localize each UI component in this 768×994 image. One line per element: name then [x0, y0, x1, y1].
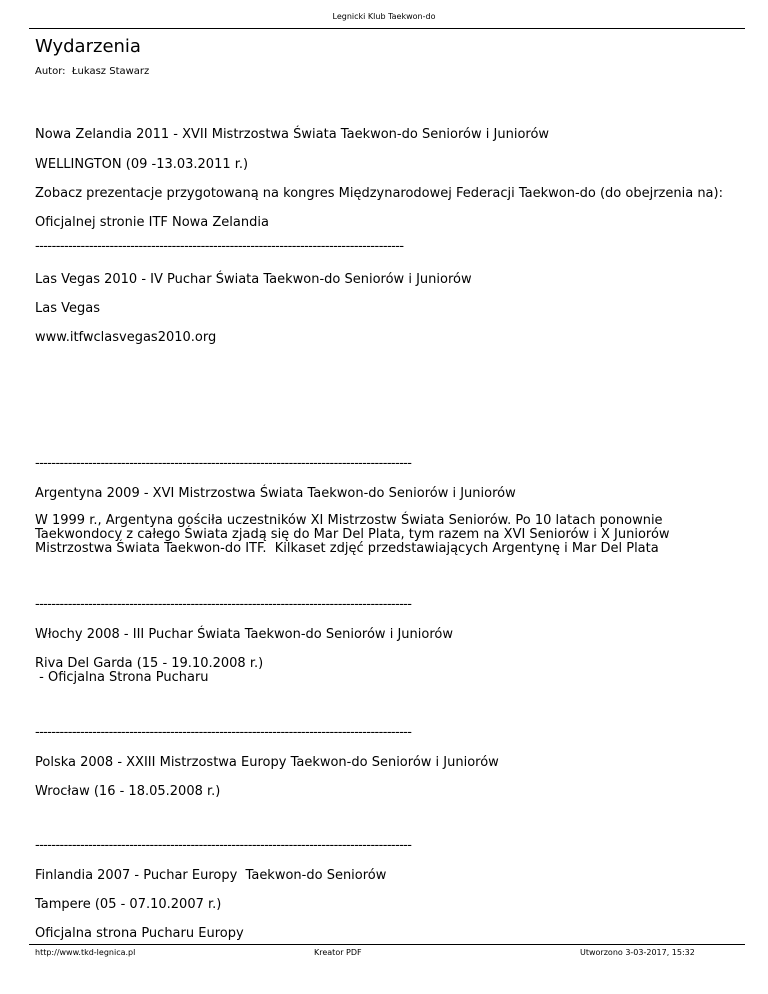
author-line: Autor: Łukasz Stawarz: [35, 66, 150, 77]
ar-text-line: Mistrzostwa Świata Taekwon-do ITF. Kilkaset zdjęć przedstawiających Argentynę i Mar Del Plata: [35, 541, 659, 556]
footer-rule: [29, 944, 745, 945]
separator: --------------------------------------------------------------------------------------------: [35, 838, 412, 853]
nz-place: WELLINGTON (09 -13.03.2011 r.): [35, 157, 249, 172]
ar-heading: Argentyna 2009 - XVI Mistrzostwa Świata Taekwon-do Seniorów i Juniorów: [35, 486, 516, 501]
footer-generator: Kreator PDF: [314, 948, 362, 957]
footer-url-link[interactable]: http://www.tkd-legnica.pl: [35, 948, 136, 957]
running-header: Legnicki Klub Taekwon-do: [332, 12, 436, 21]
nz-note: Zobacz prezentacje przygotowaną na kongres Międzynarodowej Federacji Taekwon-do (do obejrzenia na):: [35, 186, 723, 201]
page-title: Wydarzenia: [35, 36, 141, 57]
fi-official-link[interactable]: Oficjalna strona Pucharu Europy: [35, 926, 244, 941]
separator: --------------------------------------------------------------------------------------------: [35, 597, 412, 612]
fi-place: Tampere (05 - 07.10.2007 r.): [35, 897, 222, 912]
header-rule: [29, 28, 745, 29]
lv-website-link[interactable]: www.itfwclasvegas2010.org: [35, 330, 217, 345]
pl-heading: Polska 2008 - XXIII Mistrzostwa Europy Taekwon-do Seniorów i Juniorów: [35, 755, 499, 770]
lv-place: Las Vegas: [35, 301, 100, 316]
separator: --------------------------------------------------------------------------------------------: [35, 456, 412, 471]
it-heading: Włochy 2008 - III Puchar Świata Taekwon-do Seniorów i Juniorów: [35, 627, 453, 642]
ar-text-line: Taekwondocy z całego Świata zjadą się do Mar Del Plata, tym razem na XVI Seniorów i X Juniorów: [35, 527, 670, 542]
it-place: Riva Del Garda (15 - 19.10.2008 r.): [35, 656, 264, 671]
pl-place: Wrocław (16 - 18.05.2008 r.): [35, 784, 221, 799]
fi-heading: Finlandia 2007 - Puchar Europy Taekwon-do Seniorów: [35, 868, 387, 883]
lv-heading: Las Vegas 2010 - IV Puchar Świata Taekwon-do Seniorów i Juniorów: [35, 272, 472, 287]
it-official-link[interactable]: - Oficjalna Strona Pucharu: [35, 670, 209, 685]
footer-created: Utworzono 3-03-2017, 15:32: [580, 948, 695, 957]
ar-paragraph: [35, 514, 725, 556]
nz-heading: Nowa Zelandia 2011 - XVII Mistrzostwa Świata Taekwon-do Seniorów i Juniorów: [35, 127, 550, 142]
separator: -----------------------------------------------------------------------------------------: [35, 239, 404, 254]
separator: --------------------------------------------------------------------------------------------: [35, 725, 412, 740]
nz-official-link[interactable]: Oficjalnej stronie ITF Nowa Zelandia: [35, 215, 269, 230]
ar-text-line: W 1999 r., Argentyna gościła uczestników XI Mistrzostw Świata Seniorów. Po 10 latach ponownie: [35, 513, 663, 528]
